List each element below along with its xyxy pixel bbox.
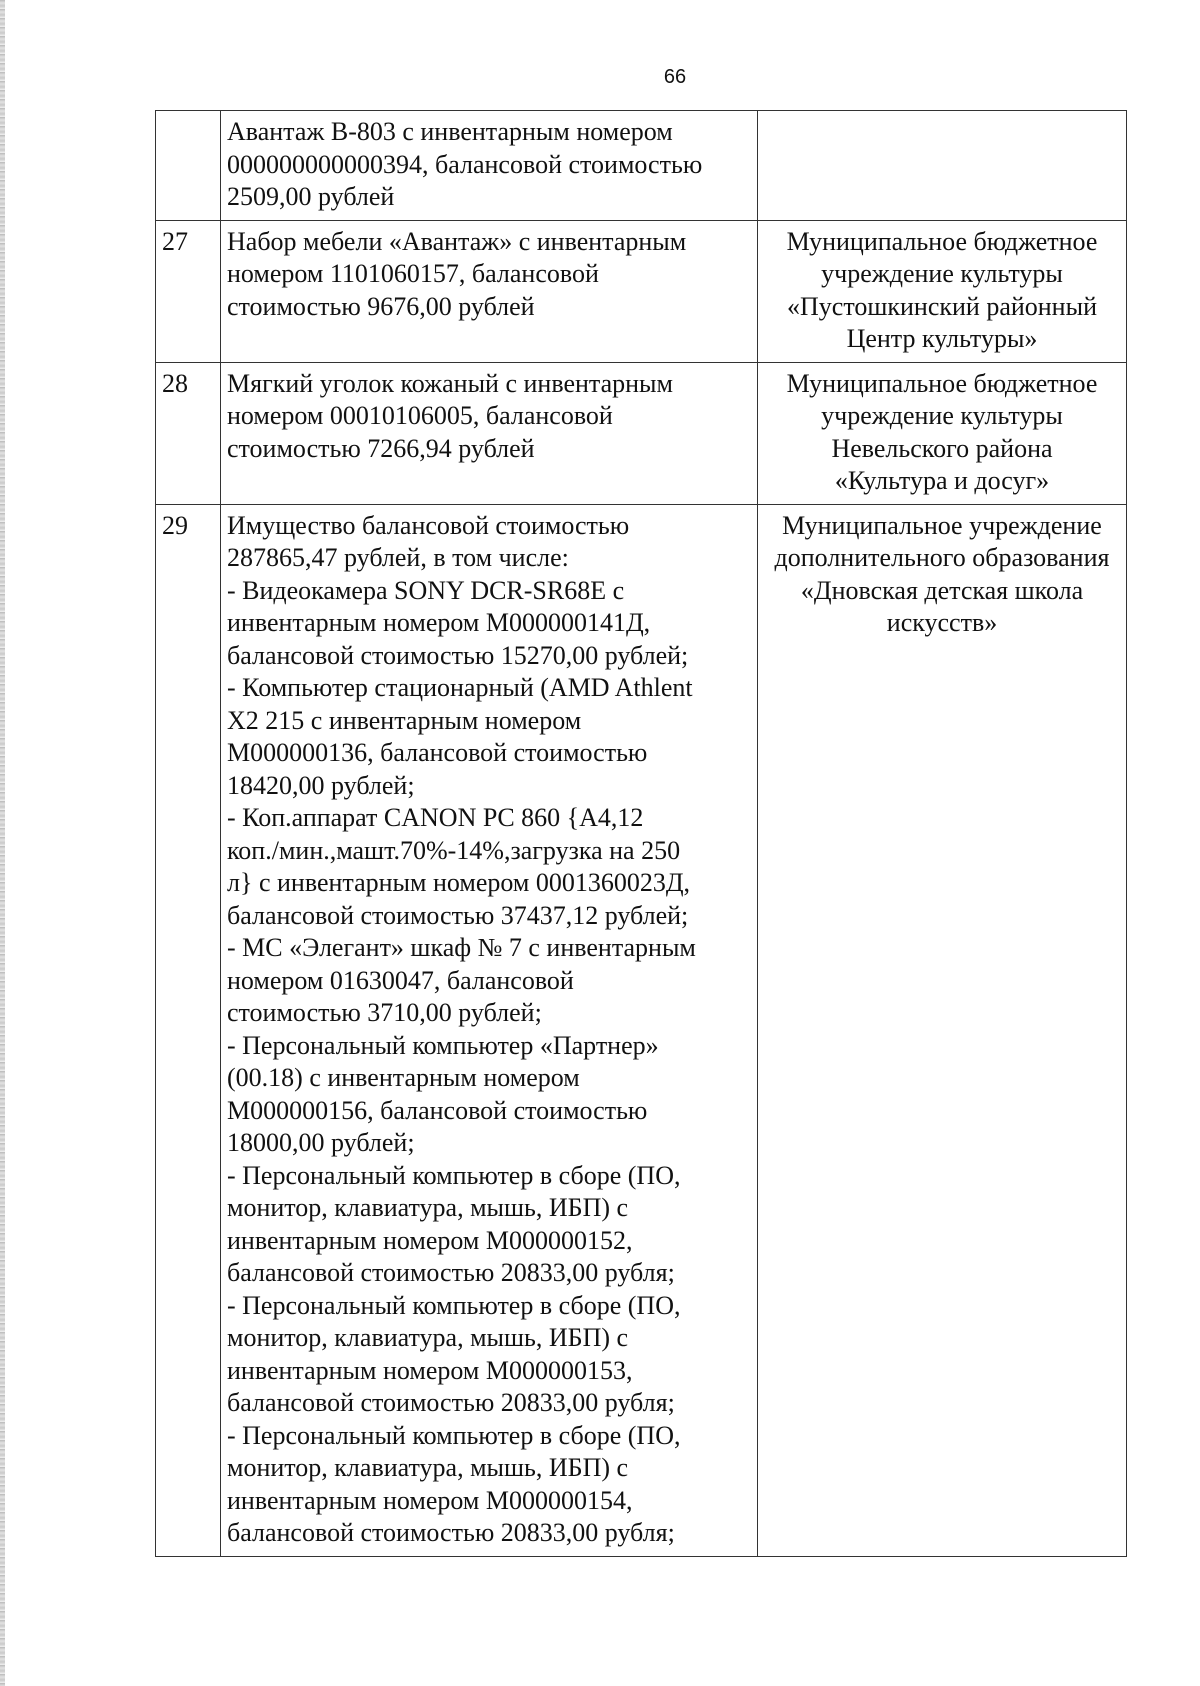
organization-line: искусств» <box>886 608 998 637</box>
description-line: коп./мин.,машт.70%-14%,загрузка на 250 <box>227 835 681 865</box>
description-line: М000000156, балансовой стоимостью <box>227 1095 648 1125</box>
description-line: - Персональный компьютер в сборе (ПО, <box>227 1420 681 1450</box>
description-line: инвентарным номером М000000153, <box>227 1355 633 1385</box>
organization-line: Муниципальное бюджетное <box>786 368 1098 398</box>
description-line: Имущество балансовой стоимостью <box>227 510 630 540</box>
description-line: - Видеокамера SONY DCR-SR68E с <box>227 575 625 605</box>
description-line: номером 1101060157, балансовой <box>227 259 599 288</box>
property-description <box>221 362 758 504</box>
description-line: инвентарным номером М000000152, <box>227 1225 633 1255</box>
row-number <box>156 111 221 221</box>
property-description <box>221 220 758 362</box>
organization-line: Центр культуры» <box>846 324 1038 353</box>
description-line: инвентарным номером М000000154, <box>227 1485 633 1515</box>
description-line: монитор, клавиатура, мышь, ИБП) с <box>227 1453 629 1482</box>
description-line: балансовой стоимостью 20833,00 рубля; <box>227 1258 675 1287</box>
table-row <box>156 504 1127 1556</box>
page-number: 66 <box>663 66 687 88</box>
description-line: 18000,00 рублей; <box>227 1128 415 1157</box>
property-table-body <box>156 111 1127 1557</box>
organization-line: учреждение культуры <box>821 401 1063 430</box>
organization-line: Муниципальное бюджетное <box>786 226 1098 256</box>
description-line: стоимостью 7266,94 рублей <box>227 433 535 463</box>
recipient-organization <box>758 362 1127 504</box>
table-row <box>156 220 1127 362</box>
organization-line: Муниципальное учреждение <box>782 510 1102 540</box>
description-line: стоимостью 9676,00 рублей <box>227 291 535 321</box>
organization-line: «Пустошкинский районный <box>787 291 1097 321</box>
description-line: X2 215 с инвентарным номером <box>227 705 582 735</box>
description-line: 000000000000394, балансовой стоимостью <box>227 149 703 179</box>
description-line: - МС «Элегант» шкаф № 7 с инвентарным <box>227 933 696 962</box>
description-line: Мягкий уголок кожаный с инвентарным <box>227 368 673 398</box>
description-line: балансовой стоимостью 37437,12 рублей; <box>227 900 689 930</box>
description-line: балансовой стоимостью 20833,00 рубля; <box>227 1518 675 1547</box>
description-line: номером 00010106005, балансовой <box>227 401 613 430</box>
description-line: балансовой стоимостью 15270,00 рублей; <box>227 640 689 670</box>
description-line: 287865,47 рублей, в том числе: <box>227 543 569 572</box>
description-line: стоимостью 3710,00 рублей; <box>227 998 542 1027</box>
description-line: л} с инвентарным номером 0001360023Д, <box>227 868 691 897</box>
description-line: (00.18) с инвентарным номером <box>227 1063 580 1092</box>
description-line: монитор, клавиатура, мышь, ИБП) с <box>227 1323 629 1352</box>
row-number: 28 <box>156 362 221 504</box>
description-line: монитор, клавиатура, мышь, ИБП) с <box>227 1193 629 1222</box>
property-description <box>221 111 758 221</box>
organization-line: учреждение культуры <box>821 259 1063 288</box>
description-line: балансовой стоимостью 20833,00 рубля; <box>227 1388 675 1417</box>
description-line: инвентарным номером М000000141Д, <box>227 608 651 637</box>
organization-line: дополнительного образования <box>774 543 1110 572</box>
description-line: - Персональный компьютер в сборе (ПО, <box>227 1160 681 1190</box>
description-line: - Персональный компьютер в сборе (ПО, <box>227 1290 681 1320</box>
description-line: номером 01630047, балансовой <box>227 965 574 995</box>
organization-line: «Культура и досуг» <box>834 466 1050 495</box>
row-number: 29 <box>156 504 221 1556</box>
description-line: - Компьютер стационарный (AMD Athlent <box>227 673 693 702</box>
recipient-organization <box>758 220 1127 362</box>
description-line: 18420,00 рублей; <box>227 770 415 800</box>
description-line: - Коп.аппарат CANON PC 860 {A4,12 <box>227 803 644 832</box>
organization-line: Невельского района <box>831 433 1053 463</box>
scan-edge <box>0 0 5 1686</box>
description-line: 2509,00 рублей <box>227 182 395 211</box>
table-row <box>156 362 1127 504</box>
recipient-organization <box>758 504 1127 1556</box>
table-row <box>156 111 1127 221</box>
description-line: - Персональный компьютер «Партнер» <box>227 1030 659 1060</box>
property-table <box>155 110 1127 1557</box>
property-description <box>221 504 758 1556</box>
description-line: Набор мебели «Авантаж» с инвентарным <box>227 226 687 256</box>
recipient-organization <box>758 111 1127 221</box>
row-number: 27 <box>156 220 221 362</box>
description-line: М000000136, балансовой стоимостью <box>227 738 648 767</box>
description-line: Авантаж В-803 с инвентарным номером <box>227 117 673 146</box>
organization-line: «Дновская детская школа <box>800 575 1084 605</box>
